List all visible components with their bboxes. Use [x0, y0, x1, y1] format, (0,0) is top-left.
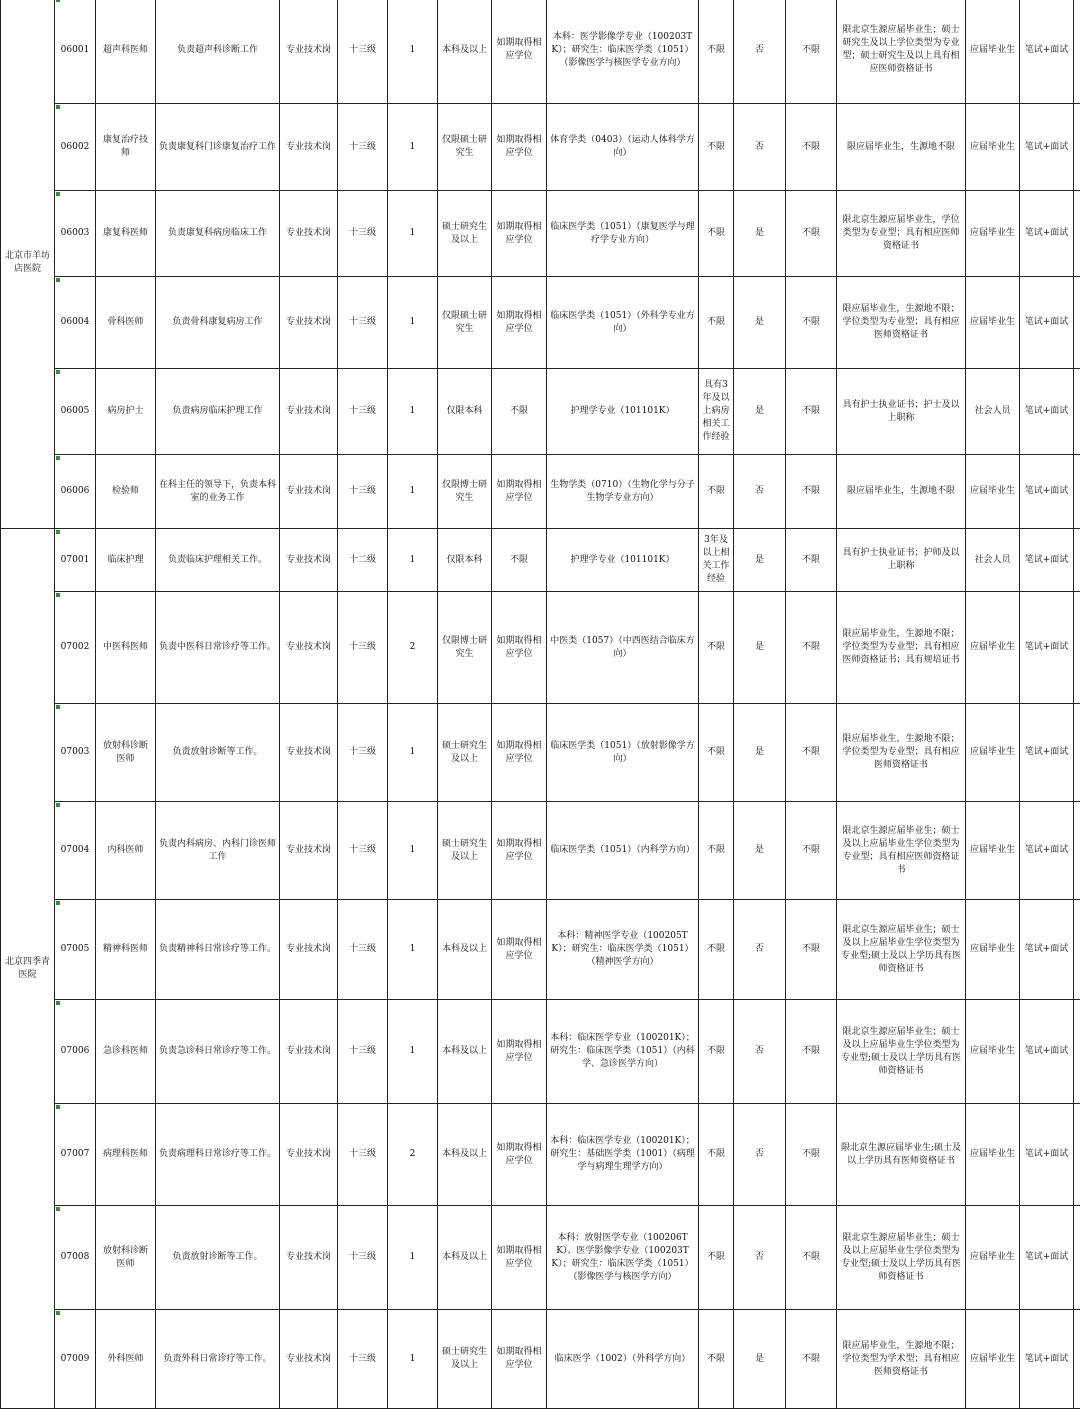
degree-cell: 如期取得相应学位	[492, 1206, 547, 1310]
edge-cell	[1074, 369, 1080, 455]
education-cell: 硕士研究生及以上	[438, 704, 492, 802]
title-cell: 临床护理	[96, 529, 156, 592]
experience-cell: 不限	[699, 1310, 734, 1409]
exam-cell: 笔试+面试	[1020, 1206, 1074, 1310]
exam-cell: 笔试+面试	[1020, 592, 1074, 704]
category-cell: 专业技术岗	[280, 277, 338, 369]
title-cell: 急诊科医师	[96, 1000, 156, 1104]
title-cell: 骨科医师	[96, 277, 156, 369]
edge-cell	[1074, 1310, 1080, 1409]
count-cell: 2	[388, 592, 438, 704]
category-cell: 专业技术岗	[280, 592, 338, 704]
experience-cell: 3年及以上相关工作经验	[699, 529, 734, 592]
education-cell: 本科及以上	[438, 1104, 492, 1206]
experience-cell: 不限	[699, 1206, 734, 1310]
exam-cell: 笔试+面试	[1020, 1000, 1074, 1104]
level-cell: 十三级	[338, 0, 388, 104]
code-cell: 07001	[55, 529, 96, 592]
count-cell: 1	[388, 900, 438, 1000]
other-cell: 限应届毕业生，生源地不限	[837, 455, 966, 529]
level-cell: 十三级	[338, 1206, 388, 1310]
duty-cell: 负责康复科门诊康复治疗工作	[156, 104, 280, 191]
other-cell: 限应届毕业生，生源地不限；学位类型为专业型；具有相应医师资格证书	[837, 277, 966, 369]
experience-cell: 不限	[699, 900, 734, 1000]
duty-cell: 负责病房临床护理工作	[156, 369, 280, 455]
education-cell: 仅限本科	[438, 529, 492, 592]
exam-cell: 笔试+面试	[1020, 0, 1074, 104]
education-cell: 仅限硕士研究生	[438, 104, 492, 191]
other-cell: 限应届毕业生，生源地不限	[837, 104, 966, 191]
edge-cell	[1074, 0, 1080, 104]
experience-cell: 具有3年及以上病房相关工作经验	[699, 369, 734, 455]
cell-marker	[56, 370, 60, 374]
party-cell: 是	[734, 1310, 786, 1409]
degree-cell: 如期取得相应学位	[492, 900, 547, 1000]
experience-cell: 不限	[699, 0, 734, 104]
major-cell: 体育学类（0403）（运动人体科学方向）	[547, 104, 699, 191]
table-row	[1, 1104, 1080, 1206]
party-cell: 否	[734, 455, 786, 529]
exam-cell: 笔试+面试	[1020, 802, 1074, 900]
cell-marker	[56, 0, 60, 2]
other-cell: 限北京生源应届毕业生；硕士及以上应届毕业生学位类型为专业型;硕士及以上学历具有医师资格证书	[837, 1206, 966, 1310]
target-cell: 应届毕业生	[966, 1000, 1020, 1104]
level-cell: 十三级	[338, 592, 388, 704]
level-cell: 十二级	[338, 529, 388, 592]
duty-cell: 负责骨科康复病房工作	[156, 277, 280, 369]
edge-cell	[1074, 104, 1080, 191]
other-cell: 限北京生源应届毕业生；硕士及以上应届毕业生学位类型为专业型;硕士及以上学历具有医师资格证书	[837, 900, 966, 1000]
experience-cell: 不限	[699, 1000, 734, 1104]
count-cell: 1	[388, 455, 438, 529]
title-cell: 精神科医师	[96, 900, 156, 1000]
exam-cell: 笔试+面试	[1020, 277, 1074, 369]
major-cell: 临床医学类（1051）（内科学方向）	[547, 802, 699, 900]
edge-cell	[1074, 529, 1080, 592]
edge-cell	[1074, 1000, 1080, 1104]
degree-cell: 如期取得相应学位	[492, 455, 547, 529]
edge-cell	[1074, 592, 1080, 704]
table-row	[1, 900, 1080, 1000]
party-cell: 否	[734, 900, 786, 1000]
cell-marker	[56, 278, 60, 282]
party-cell: 是	[734, 592, 786, 704]
degree-cell: 如期取得相应学位	[492, 277, 547, 369]
table-row	[1, 802, 1080, 900]
category-cell: 专业技术岗	[280, 455, 338, 529]
cell-marker	[56, 456, 60, 460]
count-cell: 2	[388, 1104, 438, 1206]
table-row	[1, 191, 1080, 277]
exam-cell: 笔试+面试	[1020, 104, 1074, 191]
count-cell: 1	[388, 529, 438, 592]
party-cell: 否	[734, 1104, 786, 1206]
education-cell: 本科及以上	[438, 900, 492, 1000]
category-cell: 专业技术岗	[280, 802, 338, 900]
cell-marker	[56, 901, 60, 905]
education-cell: 硕士研究生及以上	[438, 1310, 492, 1409]
political-cell: 不限	[786, 900, 837, 1000]
major-cell: 临床医学类（1051）（外科学专业方向）	[547, 277, 699, 369]
target-cell: 应届毕业生	[966, 704, 1020, 802]
level-cell: 十三级	[338, 1104, 388, 1206]
target-cell: 应届毕业生	[966, 0, 1020, 104]
degree-cell: 如期取得相应学位	[492, 191, 547, 277]
party-cell: 否	[734, 0, 786, 104]
cell-marker	[56, 803, 60, 807]
edge-cell	[1074, 191, 1080, 277]
level-cell: 十三级	[338, 802, 388, 900]
exam-cell: 笔试+面试	[1020, 529, 1074, 592]
exam-cell: 笔试+面试	[1020, 455, 1074, 529]
cell-marker	[56, 1105, 60, 1109]
major-cell: 临床医学类（1051）（康复医学与理疗学专业方向）	[547, 191, 699, 277]
other-cell: 具有护士执业证书；护士及以上职称	[837, 369, 966, 455]
political-cell: 不限	[786, 277, 837, 369]
political-cell: 不限	[786, 802, 837, 900]
target-cell: 应届毕业生	[966, 455, 1020, 529]
count-cell: 1	[388, 1310, 438, 1409]
hospital-name-cell: 北京四季青医院	[1, 529, 55, 1409]
education-cell: 本科及以上	[438, 1000, 492, 1104]
code-cell: 06003	[55, 191, 96, 277]
education-cell: 本科及以上	[438, 1206, 492, 1310]
table-row	[1, 1310, 1080, 1409]
count-cell: 1	[388, 704, 438, 802]
code-cell: 07008	[55, 1206, 96, 1310]
table-row	[1, 529, 1080, 592]
title-cell: 康复科医师	[96, 191, 156, 277]
edge-cell	[1074, 704, 1080, 802]
title-cell: 外科医师	[96, 1310, 156, 1409]
experience-cell: 不限	[699, 802, 734, 900]
title-cell: 内科医师	[96, 802, 156, 900]
target-cell: 应届毕业生	[966, 1104, 1020, 1206]
category-cell: 专业技术岗	[280, 1000, 338, 1104]
code-cell: 07009	[55, 1310, 96, 1409]
education-cell: 仅限博士研究生	[438, 592, 492, 704]
other-cell: 限北京生源应届毕业生；硕士研究生及以上学位类型为专业型；硕士研究生及以上具有相应医师资格证书	[837, 0, 966, 104]
edge-cell	[1074, 1206, 1080, 1310]
table-row	[1, 0, 1080, 104]
category-cell: 专业技术岗	[280, 104, 338, 191]
exam-cell: 笔试+面试	[1020, 1104, 1074, 1206]
title-cell: 放射科诊断医师	[96, 704, 156, 802]
title-cell: 病理科医师	[96, 1104, 156, 1206]
duty-cell: 在科主任的领导下，负责本科室的业务工作	[156, 455, 280, 529]
category-cell: 专业技术岗	[280, 900, 338, 1000]
experience-cell: 不限	[699, 191, 734, 277]
duty-cell: 负责病理科日常诊疗等工作。	[156, 1104, 280, 1206]
other-cell: 限应届毕业生，生源地不限；学位类型为学术型；具有相应医师资格证书	[837, 1310, 966, 1409]
code-cell: 07003	[55, 704, 96, 802]
title-cell: 病房护士	[96, 369, 156, 455]
target-cell: 应届毕业生	[966, 592, 1020, 704]
edge-cell	[1074, 802, 1080, 900]
count-cell: 1	[388, 0, 438, 104]
experience-cell: 不限	[699, 704, 734, 802]
major-cell: 中医类（1057）（中西医结合临床方向）	[547, 592, 699, 704]
edge-cell	[1074, 277, 1080, 369]
target-cell: 应届毕业生	[966, 1310, 1020, 1409]
cell-marker	[56, 1207, 60, 1211]
target-cell: 应届毕业生	[966, 802, 1020, 900]
education-cell: 仅限本科	[438, 369, 492, 455]
level-cell: 十三级	[338, 191, 388, 277]
experience-cell: 不限	[699, 455, 734, 529]
degree-cell: 如期取得相应学位	[492, 802, 547, 900]
degree-cell: 如期取得相应学位	[492, 1104, 547, 1206]
category-cell: 专业技术岗	[280, 1206, 338, 1310]
cell-marker	[56, 1311, 60, 1315]
party-cell: 否	[734, 104, 786, 191]
political-cell: 不限	[786, 529, 837, 592]
other-cell: 限北京生源应届毕业生；硕士及以上应届毕业生学位类型为专业型；具有相应医师资格证书	[837, 802, 966, 900]
education-cell: 硕士研究生及以上	[438, 191, 492, 277]
table-row	[1, 1206, 1080, 1310]
education-cell: 仅限硕士研究生	[438, 277, 492, 369]
category-cell: 专业技术岗	[280, 369, 338, 455]
party-cell: 是	[734, 529, 786, 592]
political-cell: 不限	[786, 191, 837, 277]
edge-cell	[1074, 900, 1080, 1000]
education-cell: 仅限博士研究生	[438, 455, 492, 529]
duty-cell: 负责内科病房、内科门诊医师工作	[156, 802, 280, 900]
major-cell: 生物学类（0710）（生物化学与分子生物学专业方向）	[547, 455, 699, 529]
cell-marker	[56, 530, 60, 534]
experience-cell: 不限	[699, 104, 734, 191]
table-row	[1, 1000, 1080, 1104]
code-cell: 06004	[55, 277, 96, 369]
party-cell: 是	[734, 802, 786, 900]
other-cell: 限北京生源应届毕业生；硕士及以上应届毕业生学位类型为专业型;硕士及以上学历具有医师资格证书	[837, 1000, 966, 1104]
code-cell: 07005	[55, 900, 96, 1000]
duty-cell: 负责放射诊断等工作。	[156, 704, 280, 802]
code-cell: 07002	[55, 592, 96, 704]
category-cell: 专业技术岗	[280, 0, 338, 104]
target-cell: 应届毕业生	[966, 104, 1020, 191]
duty-cell: 负责康复科病房临床工作	[156, 191, 280, 277]
duty-cell: 负责外科日常诊疗等工作。	[156, 1310, 280, 1409]
level-cell: 十三级	[338, 704, 388, 802]
experience-cell: 不限	[699, 1104, 734, 1206]
degree-cell: 如期取得相应学位	[492, 1310, 547, 1409]
other-cell: 限应届毕业生，生源地不限；学位类型为专业型；具有相应医师资格证书；具有规培证书	[837, 592, 966, 704]
count-cell: 1	[388, 277, 438, 369]
party-cell: 是	[734, 704, 786, 802]
count-cell: 1	[388, 802, 438, 900]
major-cell: 本科：临床医学专业（100201K）；研究生：临床医学类（1051）（内科学、急诊医学方向）	[547, 1000, 699, 1104]
degree-cell: 不限	[492, 529, 547, 592]
target-cell: 社会人员	[966, 529, 1020, 592]
other-cell: 限应届毕业生，生源地不限；学位类型为专业型；具有相应医师资格证书	[837, 704, 966, 802]
target-cell: 应届毕业生	[966, 900, 1020, 1000]
political-cell: 不限	[786, 1206, 837, 1310]
party-cell: 否	[734, 1000, 786, 1104]
other-cell: 具有护士执业证书；护师及以上职称	[837, 529, 966, 592]
edge-cell	[1074, 455, 1080, 529]
count-cell: 1	[388, 1206, 438, 1310]
duty-cell: 负责中医科日常诊疗等工作。	[156, 592, 280, 704]
level-cell: 十三级	[338, 900, 388, 1000]
degree-cell: 如期取得相应学位	[492, 0, 547, 104]
experience-cell: 不限	[699, 592, 734, 704]
other-cell: 限北京生源应届毕业生;硕士及以上学历具有医师资格证书	[837, 1104, 966, 1206]
political-cell: 不限	[786, 704, 837, 802]
table-row	[1, 104, 1080, 191]
major-cell: 本科：精神医学专业（100205TK）；研究生：临床医学类（1051）（精神医学方向）	[547, 900, 699, 1000]
political-cell: 不限	[786, 369, 837, 455]
degree-cell: 如期取得相应学位	[492, 1000, 547, 1104]
hospital-name-cell: 北京市羊坊店医院	[1, 0, 55, 529]
code-cell: 06001	[55, 0, 96, 104]
degree-cell: 如期取得相应学位	[492, 592, 547, 704]
political-cell: 不限	[786, 1310, 837, 1409]
duty-cell: 负责临床护理相关工作。	[156, 529, 280, 592]
exam-cell: 笔试+面试	[1020, 900, 1074, 1000]
title-cell: 康复治疗技师	[96, 104, 156, 191]
exam-cell: 笔试+面试	[1020, 704, 1074, 802]
major-cell: 护理学专业（101101K）	[547, 529, 699, 592]
title-cell: 放射科诊断医师	[96, 1206, 156, 1310]
education-cell: 硕士研究生及以上	[438, 802, 492, 900]
political-cell: 不限	[786, 0, 837, 104]
table-row	[1, 369, 1080, 455]
count-cell: 1	[388, 369, 438, 455]
party-cell: 否	[734, 1206, 786, 1310]
education-cell: 本科及以上	[438, 0, 492, 104]
major-cell: 本科：临床医学专业（100201K）；研究生：基础医学类（1001）（病理学与病理生理学方向）	[547, 1104, 699, 1206]
level-cell: 十三级	[338, 1000, 388, 1104]
major-cell: 护理学专业（101101K）	[547, 369, 699, 455]
table-row	[1, 277, 1080, 369]
title-cell: 中医科医师	[96, 592, 156, 704]
code-cell: 07007	[55, 1104, 96, 1206]
exam-cell: 笔试+面试	[1020, 1310, 1074, 1409]
edge-cell	[1074, 1104, 1080, 1206]
table-row	[1, 704, 1080, 802]
level-cell: 十三级	[338, 369, 388, 455]
duty-cell: 负责精神科日常诊疗等工作。	[156, 900, 280, 1000]
level-cell: 十三级	[338, 104, 388, 191]
code-cell: 06006	[55, 455, 96, 529]
duty-cell: 负责放射诊断等工作。	[156, 1206, 280, 1310]
cell-marker	[56, 105, 60, 109]
cell-marker	[56, 705, 60, 709]
category-cell: 专业技术岗	[280, 704, 338, 802]
category-cell: 专业技术岗	[280, 529, 338, 592]
level-cell: 十三级	[338, 455, 388, 529]
party-cell: 是	[734, 277, 786, 369]
political-cell: 不限	[786, 455, 837, 529]
code-cell: 07006	[55, 1000, 96, 1104]
count-cell: 1	[388, 104, 438, 191]
degree-cell: 如期取得相应学位	[492, 704, 547, 802]
title-cell: 检验师	[96, 455, 156, 529]
target-cell: 应届毕业生	[966, 191, 1020, 277]
experience-cell: 不限	[699, 277, 734, 369]
category-cell: 专业技术岗	[280, 191, 338, 277]
political-cell: 不限	[786, 1104, 837, 1206]
category-cell: 专业技术岗	[280, 1310, 338, 1409]
major-cell: 本科：放射医学专业（100206TK）、医学影像学专业（100203TK）；研究生：临床医学类（1051）（影像医学与核医学方向）	[547, 1206, 699, 1310]
category-cell: 专业技术岗	[280, 1104, 338, 1206]
major-cell: 临床医学类（1051）（放射影像学方向）	[547, 704, 699, 802]
table-row	[1, 592, 1080, 704]
duty-cell: 负责超声科诊断工作	[156, 0, 280, 104]
cell-marker	[56, 1001, 60, 1005]
degree-cell: 如期取得相应学位	[492, 104, 547, 191]
exam-cell: 笔试+面试	[1020, 369, 1074, 455]
duty-cell: 负责急诊科日常诊疗等工作。	[156, 1000, 280, 1104]
table-row	[1, 455, 1080, 529]
count-cell: 1	[388, 1000, 438, 1104]
target-cell: 应届毕业生	[966, 1206, 1020, 1310]
other-cell: 限北京生源应届毕业生，学位类型为专业型；具有相应医师资格证书	[837, 191, 966, 277]
level-cell: 十三级	[338, 277, 388, 369]
major-cell: 临床医学（1002）（外科学方向）	[547, 1310, 699, 1409]
target-cell: 应届毕业生	[966, 277, 1020, 369]
count-cell: 1	[388, 191, 438, 277]
political-cell: 不限	[786, 104, 837, 191]
level-cell: 十三级	[338, 1310, 388, 1409]
party-cell: 是	[734, 191, 786, 277]
code-cell: 07004	[55, 802, 96, 900]
degree-cell: 不限	[492, 369, 547, 455]
political-cell: 不限	[786, 592, 837, 704]
target-cell: 社会人员	[966, 369, 1020, 455]
cell-marker	[56, 593, 60, 597]
cell-marker	[56, 192, 60, 196]
political-cell: 不限	[786, 1000, 837, 1104]
code-cell: 06005	[55, 369, 96, 455]
party-cell: 是	[734, 369, 786, 455]
major-cell: 本科：医学影像学专业（100203TK）；研究生：临床医学类（1051）（影像医学与核医学专业方向）	[547, 0, 699, 104]
code-cell: 06002	[55, 104, 96, 191]
title-cell: 超声科医师	[96, 0, 156, 104]
exam-cell: 笔试+面试	[1020, 191, 1074, 277]
